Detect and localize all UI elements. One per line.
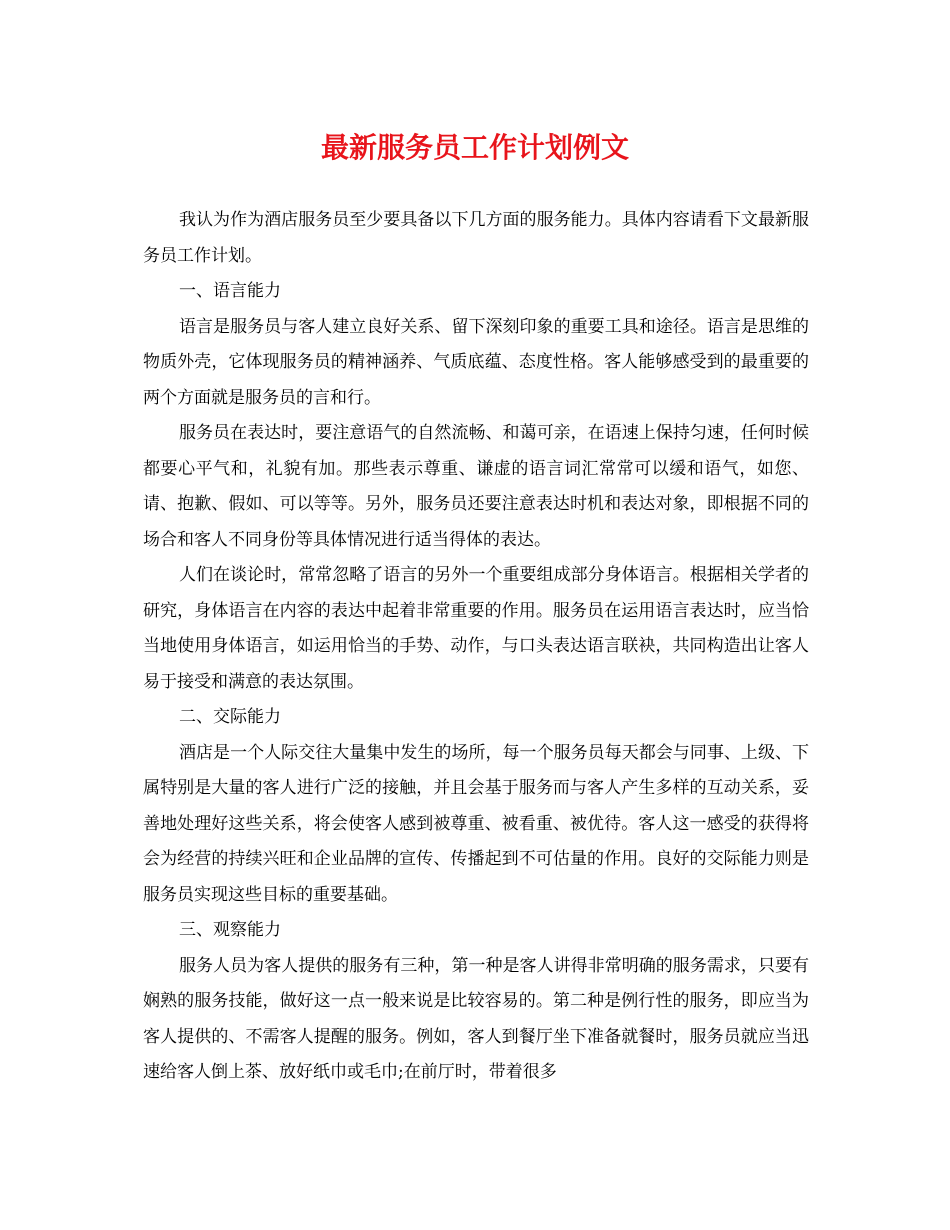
paragraph: 酒店是一个人际交往大量集中发生的场所，每一个服务员每天都会与同事、上级、下属特别是大量的客人进行广泛的接触，并且会基于服务而与客人产生多样的互动关系，妥善地处理好这些关系，将会使客人感到被尊重、被看重、被优待。客人这一感受的获得将会为经营的持续兴旺和企业品牌的宣传、传播起到不可估量的作用。良好的交际能力则是服务员实现这些目标的重要基础。 [143, 742, 809, 905]
document-title: 最新服务员工作计划例文 [320, 131, 629, 164]
document-body [143, 203, 809, 1091]
section-heading-communication: 二、交际能力 [179, 707, 281, 727]
paragraph: 人们在谈论时，常常忽略了语言的另外一个重要组成部分身体语言。根据相关学者的研究，身体语言在内容的表达中起着非常重要的作用。服务员在运用语言表达时，应当恰当地使用身体语言，如运用恰当的手势、动作，与口头表达语言联袂，共同构造出让客人易于接受和满意的表达氛围。 [143, 565, 809, 692]
paragraph: 服务人员为客人提供的服务有三种，第一种是客人讲得非常明确的服务需求，只要有娴熟的服务技能，做好这一点一般来说是比较容易的。第二种是例行性的服务，即应当为客人提供的、不需客人提醒的服务。例如，客人到餐厅坐下准备就餐时，服务员就应当迅速给客人倒上茶、放好纸巾或毛巾;在前厅时，带着很多 [143, 955, 809, 1082]
paragraph: 服务员在表达时，要注意语气的自然流畅、和蔼可亲，在语速上保持匀速，任何时候都要心平气和，礼貌有加。那些表示尊重、谦虚的语言词汇常常可以缓和语气，如您、请、抱歉、假如、可以等等。另外，服务员还要注意表达时机和表达对象，即根据不同的场合和客人不同身份等具体情况进行适当得体的表达。 [143, 423, 809, 550]
paragraph: 语言是服务员与客人建立良好关系、留下深刻印象的重要工具和途径。语言是思维的物质外壳，它体现服务员的精神涵养、气质底蕴、态度性格。客人能够感受到的最重要的两个方面就是服务员的言和行。 [143, 316, 809, 408]
section-heading-language: 一、语言能力 [179, 281, 281, 301]
paragraph-intro: 我认为作为酒店服务员至少要具备以下几方面的服务能力。具体内容请看下文最新服务员工作计划。 [143, 210, 809, 266]
section-heading-observation: 三、观察能力 [179, 920, 281, 940]
